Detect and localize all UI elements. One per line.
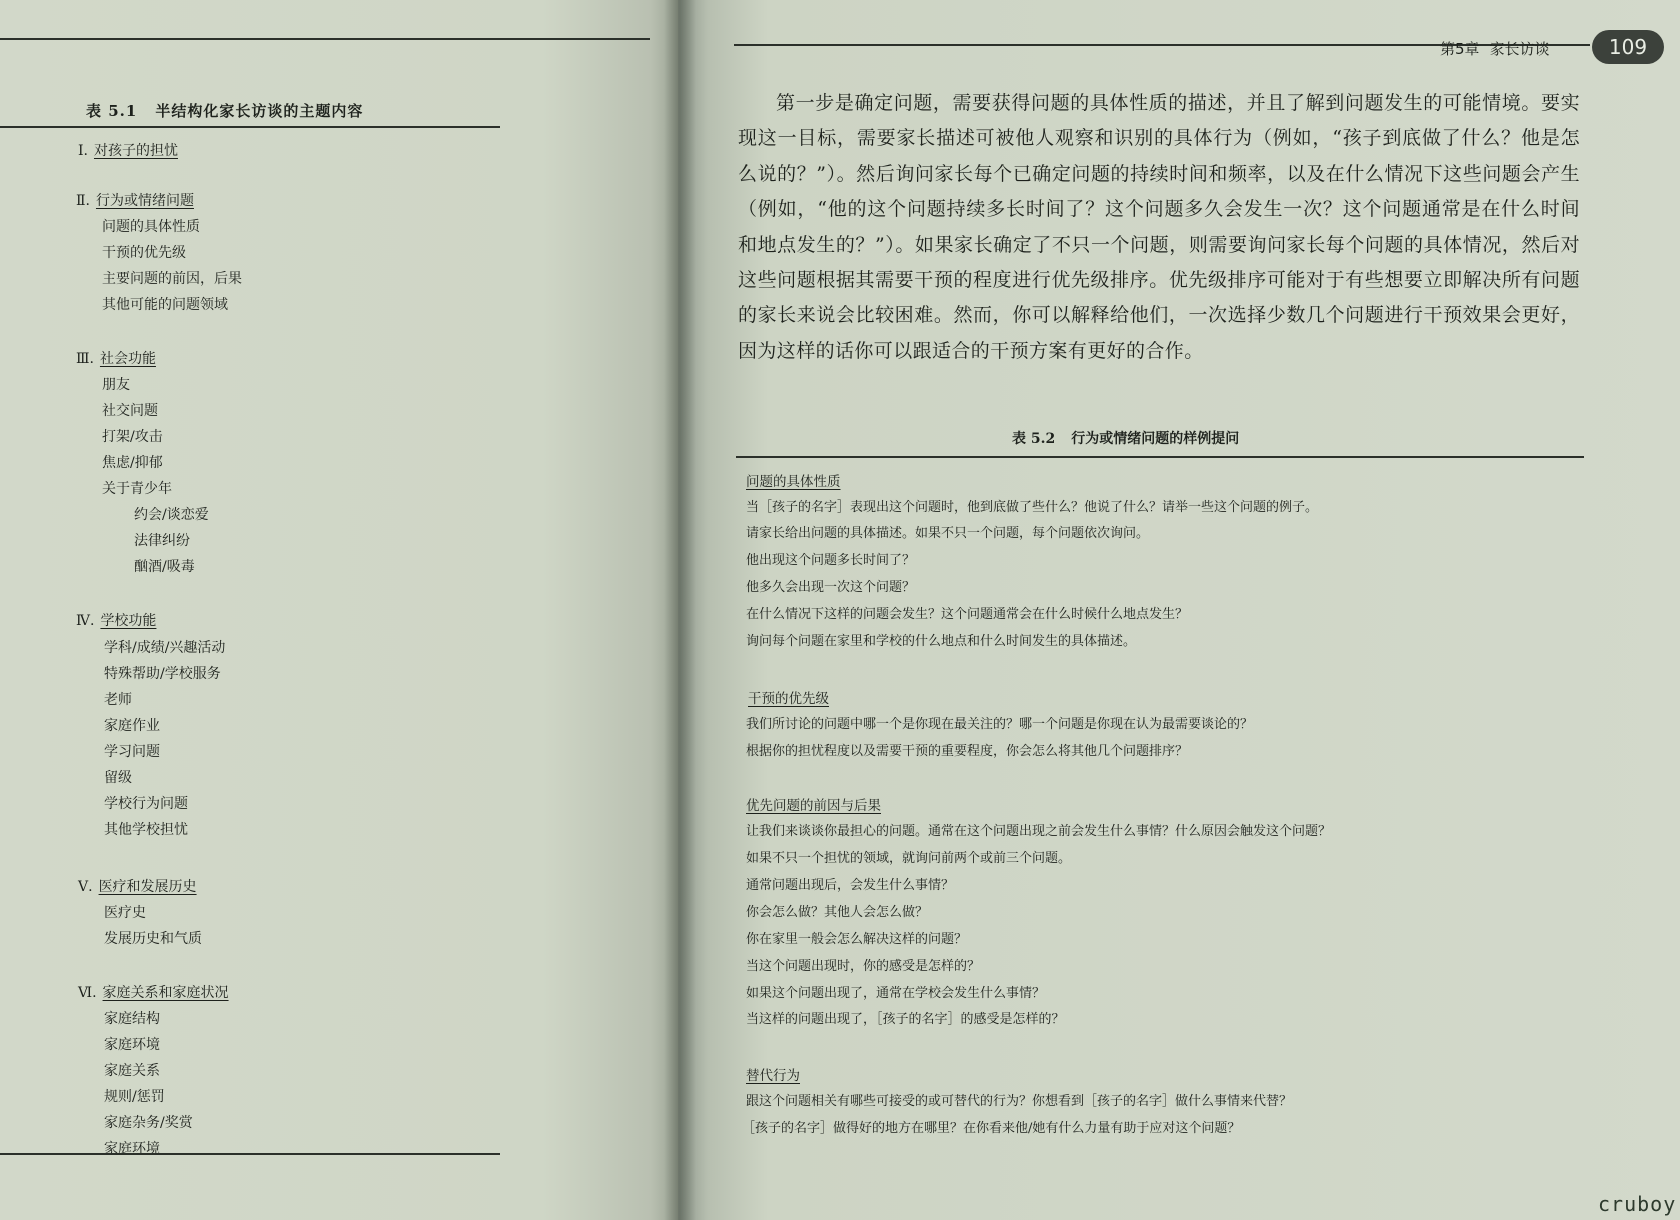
section-6-heading [78, 982, 229, 1002]
table-5-1-rule-bottom [0, 1153, 500, 1155]
question-line: 他多久会出现一次这个问题？ [746, 580, 916, 595]
section-6-item: 规则/惩罚 [104, 1089, 165, 1105]
question-line: 你在家里一般会怎么解决这样的问题？ [746, 932, 968, 947]
section-4-item: 学科/成绩/兴趣活动 [104, 640, 226, 656]
section-3-heading [76, 348, 156, 368]
book-gutter [664, 0, 696, 1220]
question-line: 他出现这个问题多长时间了？ [746, 553, 916, 568]
section-4-item: 特殊帮助/学校服务 [104, 666, 221, 682]
question-group-heading: 优先问题的前因与后果 [746, 798, 881, 814]
question-group-heading: 替代行为 [746, 1068, 800, 1084]
section-4-item: 老师 [104, 692, 132, 708]
section-3-subitem: 约会/谈恋爱 [134, 507, 209, 523]
top-rule-left [0, 38, 650, 40]
section-3-item: 焦虑/抑郁 [102, 455, 163, 471]
section-1-heading [78, 140, 178, 160]
section-2-item: 干预的优先级 [102, 245, 186, 261]
question-line: 根据你的担忧程度以及需要干预的重要程度，你会怎么将其他几个问题排序？ [746, 744, 1189, 759]
question-line: 当这样的问题出现了，［孩子的名字］的感受是怎样的？ [746, 1012, 1065, 1027]
section-6-numeral: Ⅵ. [78, 985, 97, 1001]
page-number: 109 [1592, 30, 1664, 64]
question-line: 当［孩子的名字］表现出这个问题时，他到底做了些什么？他说了什么？请举一些这个问题的例子。 [746, 500, 1319, 515]
question-line: 当这个问题出现时，你的感受是怎样的？ [746, 959, 981, 974]
section-1-numeral: Ⅰ. [78, 143, 88, 159]
question-line: 我们所讨论的问题中哪一个是你现在最关注的？哪一个问题是你现在认为最需要谈论的？ [746, 717, 1254, 732]
section-5-label: 医疗和发展历史 [98, 879, 197, 895]
section-4-heading [76, 610, 156, 630]
section-5-item: 医疗史 [104, 905, 146, 921]
section-4-item: 其他学校担忧 [104, 822, 188, 838]
section-6-item: 家庭关系 [104, 1063, 160, 1079]
section-3-item: 社交问题 [102, 403, 158, 419]
section-4-item: 留级 [104, 770, 132, 786]
section-4-label: 学校功能 [100, 613, 157, 629]
section-2-item: 主要问题的前因，后果 [102, 271, 242, 287]
question-line: 如果这个问题出现了，通常在学校会发生什么事情？ [746, 986, 1046, 1001]
section-2-heading [76, 190, 194, 210]
section-5-numeral: Ⅴ. [78, 879, 93, 895]
section-2-item: 问题的具体性质 [102, 219, 200, 235]
table-5-2-caption: 行为或情绪问题的样例提问 [1071, 431, 1240, 447]
section-6-item: 家庭结构 [104, 1011, 160, 1027]
section-3-subitem: 法律纠纷 [134, 533, 190, 549]
question-line: 在什么情况下这样的问题会发生？这个问题通常会在什么时候什么地点发生？ [746, 607, 1189, 622]
section-3-numeral: Ⅲ. [76, 351, 94, 367]
section-6-item: 家庭环境 [104, 1141, 160, 1157]
section-2-label: 行为或情绪问题 [95, 193, 194, 209]
table-5-1-title [86, 100, 363, 121]
question-line: 询问每个问题在家里和学校的什么地点和什么时间发生的具体描述。 [746, 634, 1137, 649]
question-group-heading: 问题的具体性质 [746, 474, 841, 490]
table-5-2-title [1012, 428, 1239, 448]
section-3-item: 打架/攻击 [102, 429, 163, 445]
section-3-label: 社会功能 [99, 351, 156, 367]
chapter-number: 第5章 [1440, 40, 1480, 58]
section-4-item: 学习问题 [104, 744, 160, 760]
question-line: 让我们来谈谈你最担心的问题。通常在这个问题出现之前会发生什么事情？什么原因会触发这个问题？ [746, 824, 1332, 839]
table-5-1-rule-top [0, 126, 500, 128]
question-line: 跟这个问题相关有哪些可接受的或可替代的行为？你想看到［孩子的名字］做什么事情来代替？ [746, 1094, 1293, 1109]
table-5-2-number: 表 5.2 [1012, 431, 1056, 447]
section-1-label: 对孩子的担忧 [93, 143, 178, 159]
table-5-1-caption: 半结构化家长访谈的主题内容 [155, 102, 364, 120]
section-5-heading [78, 876, 197, 896]
section-3-subitem: 酗酒/吸毒 [134, 559, 195, 575]
section-3-item: 朋友 [102, 377, 130, 393]
question-line: 通常问题出现后，会发生什么事情？ [746, 878, 955, 893]
body-paragraph: 第一步是确定问题，需要获得问题的具体性质的描述，并且了解到问题发生的可能情境。要实现这一目标，需要家长描述可被他人观察和识别的具体行为（例如，“孩子到底做了什么？他是怎么说的？”）。然后询问家长每个已确定问题的持续时间和频率，以及在什么情况下这些问题会产生（例如，“他的这个问题持续多长时间了？这个问题多久会发生一次？这个问题通常是在什么时间和地点发生的？”）。如果家长确定了不只一个问题，则需要询问家长每个问题的具体情况，然后对这些问题根据其需要干预的程度进行优先级排序。优先级排序可能对于有些想要立即解决所有问题的家长来说会比较困难。然而，你可以解释给他们，一次选择少数几个问题进行干预效果会更好，因为这样的话你可以跟适合的干预方案有更好的合作。 [738, 92, 1580, 362]
section-2-numeral: Ⅱ. [76, 193, 90, 209]
question-line: 你会怎么做？其他人会怎么做？ [746, 905, 929, 920]
question-line: 如果不只一个担忧的领域，就询问前两个或前三个问题。 [746, 851, 1072, 866]
section-3-item: 关于青少年 [102, 481, 172, 497]
section-4-item: 学校行为问题 [104, 796, 188, 812]
table-5-1-number: 表 5.1 [86, 102, 138, 120]
section-4-item: 家庭作业 [104, 718, 160, 734]
question-group-heading: 干预的优先级 [748, 691, 829, 707]
section-6-item: 家庭杂务/奖赏 [104, 1115, 193, 1131]
scanner-watermark: cruboy [1598, 1192, 1677, 1216]
table-5-2-rule-top [736, 456, 1584, 458]
section-5-item: 发展历史和气质 [104, 931, 202, 947]
section-6-label: 家庭关系和家庭状况 [102, 985, 229, 1001]
chapter-title: 家长访谈 [1489, 40, 1550, 58]
section-4-numeral: Ⅳ. [76, 613, 95, 629]
question-line: ［孩子的名字］做得好的地方在哪里？在你看来他/她有什么力量有助于应对这个问题？ [742, 1121, 1241, 1136]
running-head [1440, 38, 1550, 59]
section-6-item: 家庭环境 [104, 1037, 160, 1053]
question-line: 请家长给出问题的具体描述。如果不只一个问题，每个问题依次询问。 [746, 526, 1150, 541]
section-2-item: 其他可能的问题领域 [102, 297, 228, 313]
